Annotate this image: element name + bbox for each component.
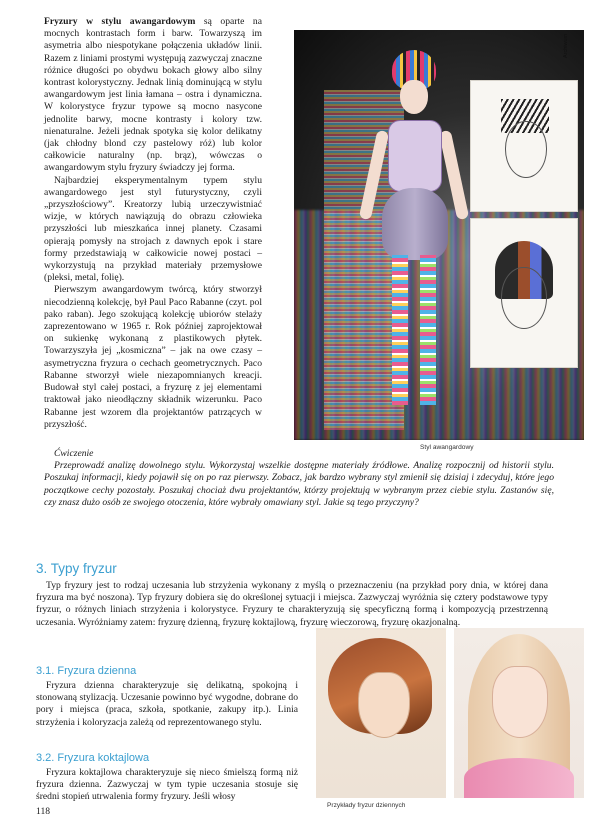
day-hairstyles-photos	[316, 628, 584, 798]
paragraph-avant-garde: Fryzury w stylu awangardowym są oparte na mocnych kontrastach form i barw. Towarzyszą im asymetria albo niespotykane połączenia układów linii. Razem z liniami prostymi występują zazwyczaj znaczne różnice długości po obydwu bokach głowy albo silny kontrast kolorystyczny. Jednak linią dominującą w stylu awangardowym jest linia łamana – ostra i dynamiczna. W kolorystyce fryzur typowe są mocno nasycone jednolite barwy, mocne kontrasty i kolory tzw. nienaturalne. Jeżeli jednak spotyka się kolor delikatny (jak chłodny blond czy pastelowy róż) lub kolor całkowicie naturalny (np. brąz), wówczas o awangardowym stylu fryzury świadczy jej forma.	[44, 16, 262, 174]
page-number: 118	[36, 806, 51, 817]
photo-credit: Archiwum	[563, 33, 569, 58]
subsection-text-day: Fryzura dzienna charakteryzuje się delikatną, spokojną i stonowaną stylizacją. Uczesanie powinno być wygodne, dobrane do pory i miejsca (praca, szkoła, spotkanie, zakupy itp.). Linia strzyżenia i koloryzacja zależą od reprezentowanego stylu.	[36, 680, 298, 728]
section-heading: 3. Typy fryzur	[36, 561, 117, 576]
figure-caption-top: Styl awangardowy	[420, 444, 474, 451]
subsection-heading-cocktail: 3.2. Fryzura koktajlowa	[36, 752, 150, 764]
exercise-block	[44, 448, 554, 509]
hair-sketch-front	[470, 218, 578, 368]
subsection-text-cocktail: Fryzura koktajlowa charakteryzuje się nieco śmielszą formą niż fryzura dzienna. Zazwyczaj w tym typie uczesania stosuje się średni stopień utrwalenia formy fryzury. Jeśli włosy	[36, 767, 298, 803]
left-column	[44, 16, 262, 431]
hair-sketch-profile	[470, 80, 578, 212]
paragraph-rabanne: Pierwszym awangardowym twórcą, który stworzył niecodzienną kolekcję, był Paul Paco Rabanne (czyt. pol pako raban). Jego szokującą kolekcję ubiorów stelaży zaprezentowano w 1965 r. Rok później zaprojektował on sukienkę wykonaną z plastikowych płytek. Towarzyszyła jej „kosmiczna” – jak na owe czasy – asymetryczna fryzura o cechach geometrycznych. Paco Rabanne stworzył wiele niezapomnianych kreacji. Budował styl całej postaci, a fryzurę z jej elementami traktował jako nieodłączny składnik wizerunku. Paco Rabanne jest wzorem dla projektantów patrzących w przyszłość.	[44, 284, 262, 430]
hairstyle-photo-bob	[316, 628, 446, 798]
figure-caption-bottom: Przykłady fryzur dziennych	[327, 802, 406, 809]
subsection-heading-day: 3.1. Fryzura dzienna	[36, 665, 137, 677]
fashion-model-figure	[354, 50, 474, 430]
exercise-text: Przeprowadź analizę dowolnego stylu. Wykorzystaj wszelkie dostępne materiały źródłowe. Analizę rozpocznij od historii stylu. Poszukaj informacji, kiedy pojawił się on po raz pierwszy. Zobacz, jak bardzo wybrany styl zmienił się dzisiaj i zdecyduj, które jego początkowe cechy pozostały. Poszukaj chociaż dwu projektantów, którzy projektują w wybranym przez ciebie stylu. Zastanów się, czy znasz dużo osób ze swojego otoczenia, które wybrały omawiany styl. Jakie są tego przyczyny?	[44, 460, 554, 508]
paragraph-futuristic: Najbardziej eksperymentalnym typem stylu awangardowego jest styl futurystyczny, czyli „przyszłościowy”. Kreatorzy lubią urzeczywistniać wizje, w których nawiązują do obrazu człowieka przyszłości lub mieszkańca innej planety. Czasami opierają pomysły na strojach z dawnych epok i stare formy przedstawiają w całkowicie nowej postaci – wykorzystują na przykład materiały przemysłowe (pleksi, metal, folię).	[44, 174, 262, 284]
section-intro: Typ fryzury jest to rodzaj uczesania lub strzyżenia wykonany z myślą o przeznaczeniu (na przykład pory dnia, w której dana fryzura ma być noszona). Typ fryzury dobiera się do określonej sytuacji i miejsca. Zazwyczaj wyróżnia się cztery podstawowe typy fryzur, o różnych liniach strzyżenia i kolorystyce. Fryzury te charakteryzują się specyficzną formą i kompozycją przestrzenną uczesania. Wyróżniamy zatem: fryzurę dzienną, fryzurę koktajlową, fryzurę wieczorową, fryzurę okazjonalną.	[36, 580, 548, 628]
hairstyle-photo-long	[454, 628, 584, 798]
lead-term: Fryzury w stylu awangardowym	[44, 16, 196, 27]
exercise-title: Ćwiczenie	[54, 448, 94, 459]
